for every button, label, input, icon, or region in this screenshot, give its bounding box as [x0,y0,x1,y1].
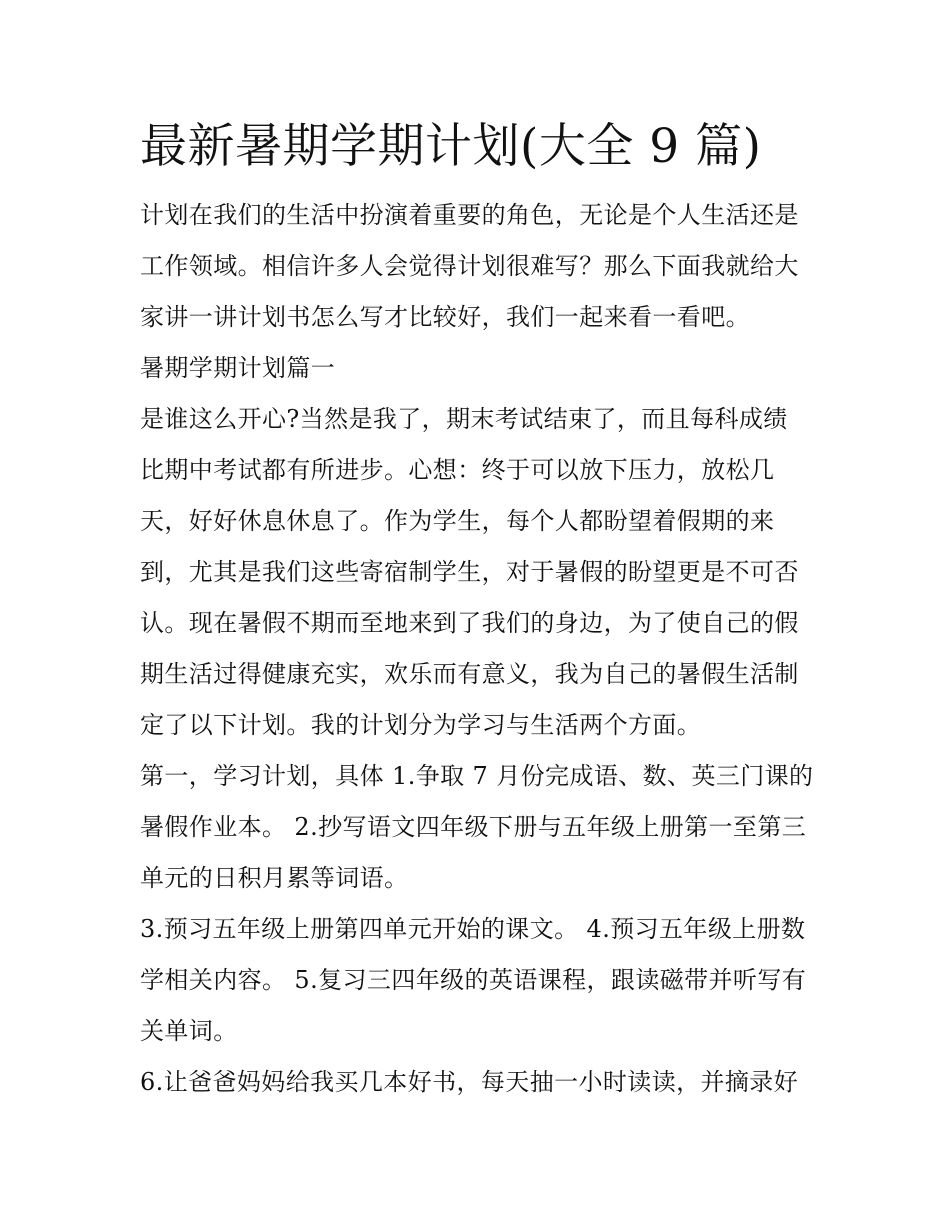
text-line-intro-1: 计划在我们的生活中扮演着重要的角色，无论是个人生活还是 [140,201,799,229]
text-line: 到，尤其是我们这些寄宿制学生，对于暑假的盼望更是不可否 [140,558,799,586]
document-title: 最新暑期学期计划(大全 9 篇) [140,119,762,174]
text-line: 学相关内容。 5.复习三四年级的英语课程，跟读磁带并听写有 [140,966,807,994]
text-line: 6.让爸爸妈妈给我买几本好书，每天抽一小时读读，并摘录好 [140,1068,799,1096]
text-line-intro-3: 家讲一讲计划书怎么写才比较好，我们一起来看一看吧。 [140,303,750,331]
text-line: 关单词。 [140,1017,238,1045]
text-line: 认。现在暑假不期而至地来到了我们的身边，为了使自己的假 [140,609,799,637]
text-line: 第一，学习计划，具体 1.争取 7 月份完成语、数、英三门课的 [140,762,814,790]
text-line: 天，好好休息休息了。作为学生，每个人都盼望着假期的来 [140,507,775,535]
text-line: 单元的日积月累等词语。 [140,864,409,892]
text-line: 3.预习五年级上册第四单元开始的课文。 4.预习五年级上册数 [140,915,806,943]
text-line-intro-2: 工作领域。相信许多人会觉得计划很难写？那么下面我就给大 [140,252,799,280]
text-line: 期生活过得健康充实，欢乐而有意义，我为自己的暑假生活制 [140,660,799,688]
text-line: 比期中考试都有所进步。心想：终于可以放下压力，放松几 [140,456,775,484]
text-line: 是谁这么开心?当然是我了，期末考试结束了，而且每科成绩 [140,405,788,433]
section-heading-part-one: 暑期学期计划篇一 [140,354,336,382]
text-line: 暑假作业本。 2.抄写语文四年级下册与五年级上册第一至第三 [140,813,807,841]
document-body [140,112,820,1108]
text-line: 定了以下计划。我的计划分为学习与生活两个方面。 [140,711,702,739]
